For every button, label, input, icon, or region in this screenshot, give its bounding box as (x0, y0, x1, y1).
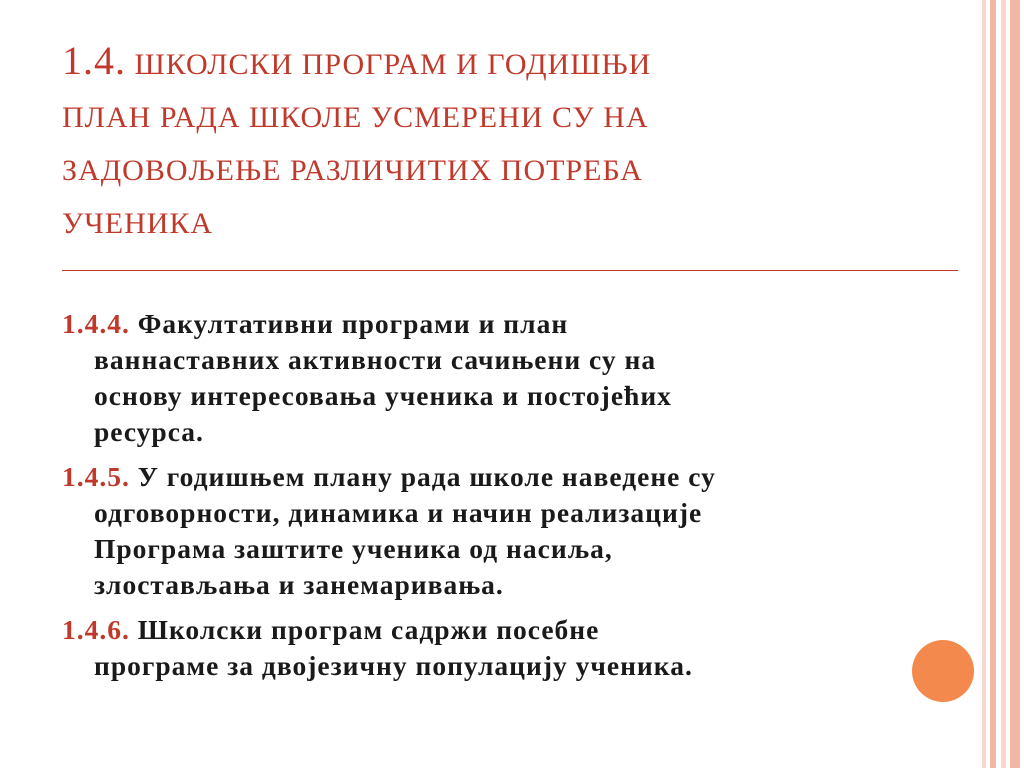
border-stripe (1010, 0, 1020, 768)
item-number: 1.4.4. (62, 308, 130, 339)
title-line: ЗАДОВОЉЕЊЕ РАЗЛИЧИТИХ ПОТРЕБА (62, 154, 643, 187)
item-text: У годишњем плану рада школе наведене су (137, 461, 716, 492)
item-first-line (62, 459, 962, 495)
border-stripe (982, 0, 986, 768)
standards-list (62, 306, 962, 693)
item-line: ресурса. (94, 416, 204, 447)
item-first-line (62, 612, 962, 648)
item-first-line (62, 306, 962, 342)
border-stripe (1001, 0, 1006, 768)
item-line: основу интересовања ученика и постојећих (94, 380, 672, 411)
list-item (62, 306, 962, 450)
right-border-stripes (976, 0, 1024, 768)
item-number: 1.4.5. (62, 461, 130, 492)
item-line: ваннаставних активности сачињени су на (94, 344, 657, 375)
title-line (62, 34, 962, 91)
title-line: ПЛАН РАДА ШКОЛЕ УСМЕРЕНИ СУ НА (62, 101, 649, 134)
title-line: УЧЕНИКА (62, 207, 214, 240)
item-line: одговорности, динамика и начин реализације (94, 497, 703, 528)
list-item (62, 459, 962, 603)
list-item (62, 612, 962, 684)
item-text: Школски програм садржи посебне (137, 614, 600, 645)
title-text: ШКОЛСКИ ПРОГРАМ И ГОДИШЊИ (134, 48, 652, 81)
item-text: Факултативни програми и план (137, 308, 569, 339)
item-line: злостављања и занемаривања. (94, 569, 504, 600)
slide-title (62, 34, 962, 250)
title-divider (62, 270, 958, 271)
item-line: програме за двојезичну популацију ученика. (94, 650, 693, 681)
border-stripe (990, 0, 996, 768)
item-number: 1.4.6. (62, 614, 130, 645)
title-number: 1.4. (62, 38, 126, 83)
decorative-orange-circle (912, 640, 974, 702)
item-line: Програма заштите ученика од насиља, (94, 533, 613, 564)
